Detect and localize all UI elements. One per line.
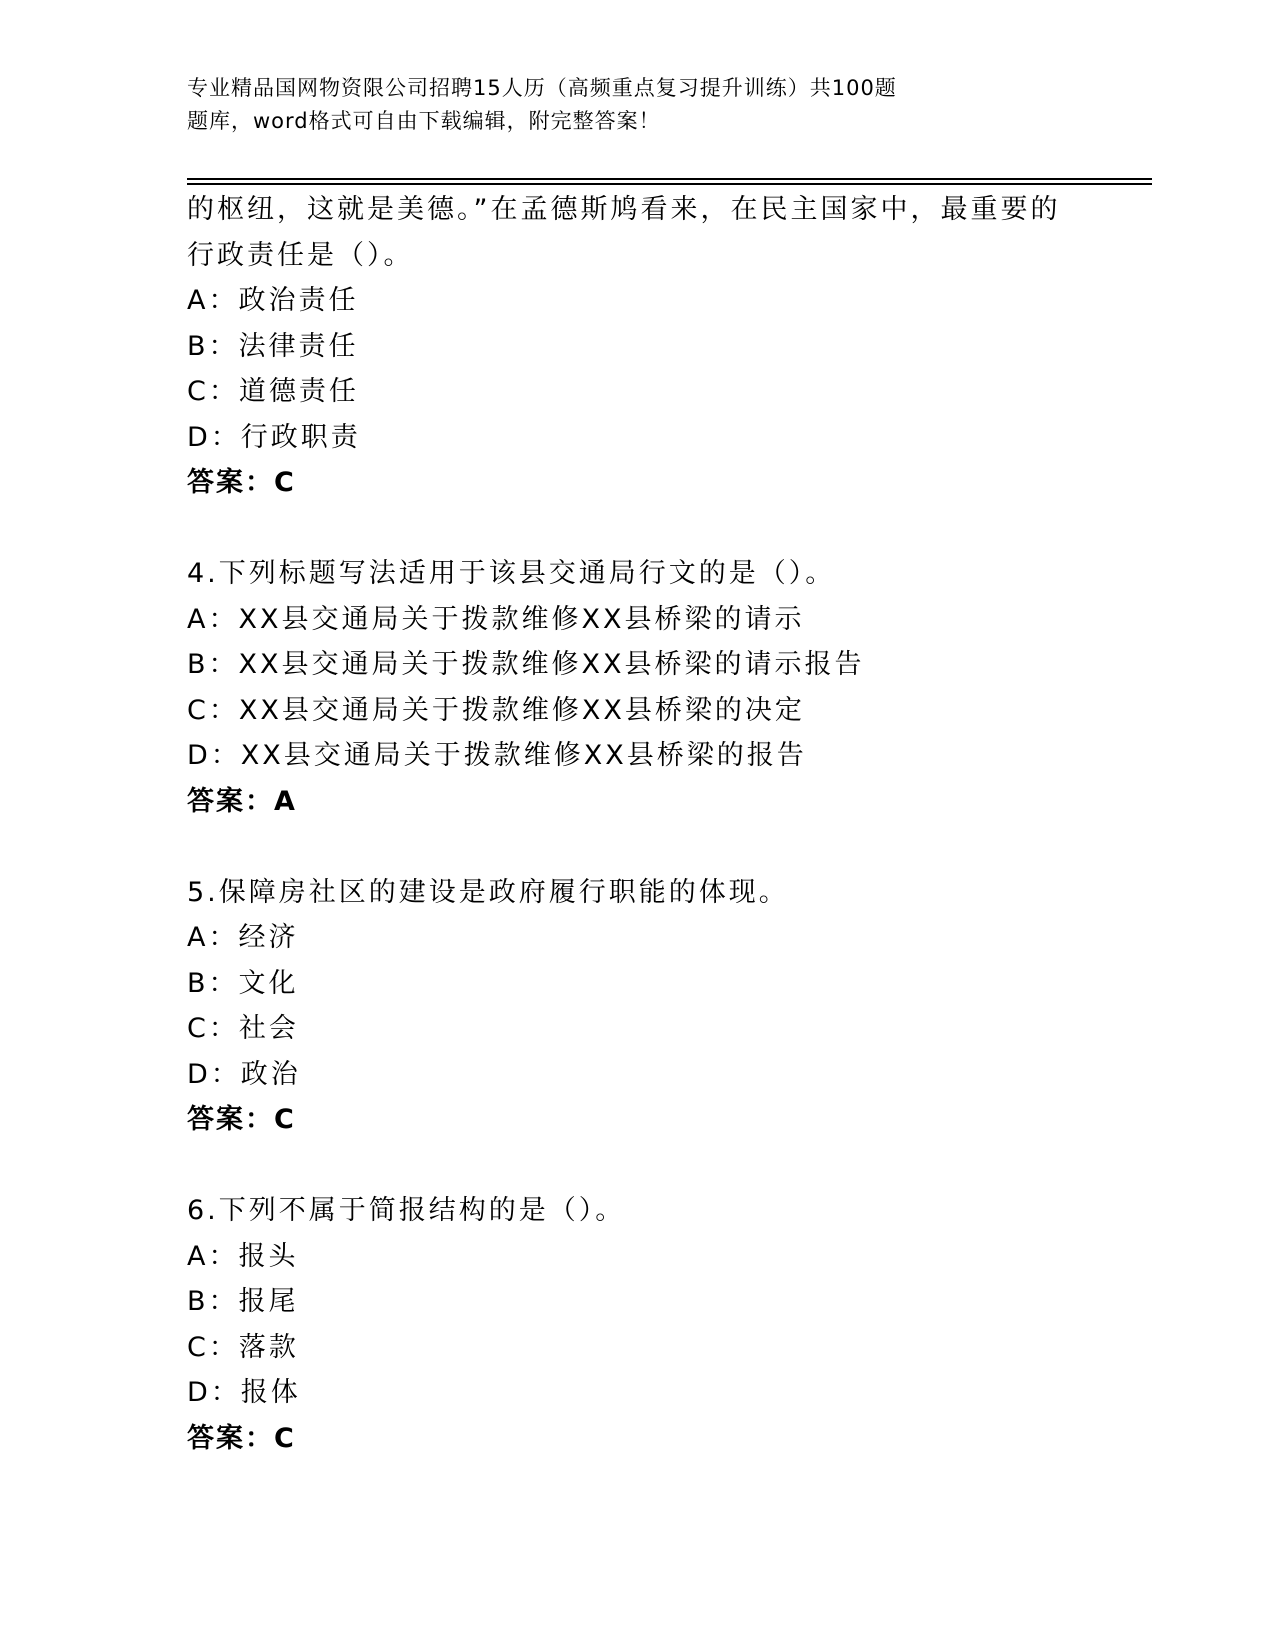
question-4-option-b: B：XX县交通局关于拨款维修XX县桥梁的请示报告: [187, 649, 865, 680]
question-3-stem-line-1: 的枢纽，这就是美德。”在孟德斯鸠看来，在民主国家中，最重要的: [187, 194, 1061, 225]
question-3-option-b: B：法律责任: [187, 330, 359, 362]
question-6-option-a: A：报头: [187, 1240, 299, 1272]
question-3-option-a: A：政治责任: [187, 285, 359, 316]
question-6-answer: 答案：C: [187, 1422, 296, 1454]
document-header: [187, 72, 1087, 138]
question-5-answer: 答案：C: [187, 1104, 296, 1135]
question-3: [187, 187, 1152, 506]
question-5-option-a: A：经济: [187, 922, 299, 953]
document-body: [187, 187, 1152, 1461]
question-spacer: [187, 1143, 1152, 1189]
header-line-2: 题库，word格式可自由下载编辑，附完整答案！: [187, 109, 661, 133]
question-5: [187, 870, 1152, 1143]
question-4-option-c: C：XX县交通局关于拨款维修XX县桥梁的决定: [187, 694, 805, 726]
question-spacer: [187, 824, 1152, 870]
question-4-option-d: D：XX县交通局关于拨款维修XX县桥梁的报告: [187, 740, 807, 771]
question-5-stem: 5.保障房社区的建设是政府履行职能的体现。: [187, 876, 789, 908]
question-4-answer: 答案：A: [187, 785, 297, 817]
question-4-option-a: A：XX县交通局关于拨款维修XX县桥梁的请示: [187, 603, 805, 635]
header-divider-top: [187, 178, 1152, 180]
question-6: [187, 1188, 1152, 1461]
question-6-option-d: D：报体: [187, 1377, 301, 1408]
question-5-option-d: D：政治: [187, 1058, 301, 1090]
question-4-stem: 4.下列标题写法适用于该县交通局行文的是（）。: [187, 558, 836, 589]
question-spacer: [187, 506, 1152, 552]
question-5-option-b: B：文化: [187, 967, 299, 999]
question-6-option-c: C：落款: [187, 1331, 299, 1363]
question-6-option-b: B：报尾: [187, 1286, 299, 1317]
header-divider-bottom: [187, 183, 1152, 185]
question-5-option-c: C：社会: [187, 1013, 299, 1044]
question-3-stem-line-2: 行政责任是（）。: [187, 239, 414, 271]
question-4: [187, 551, 1152, 824]
question-3-answer: 答案：C: [187, 467, 296, 498]
question-6-stem: 6.下列不属于简报结构的是（）。: [187, 1195, 626, 1226]
question-3-option-c: C：道德责任: [187, 376, 359, 407]
header-line-1: 专业精品国网物资限公司招聘15人历（高频重点复习提升训练）共100题: [187, 76, 897, 100]
question-3-option-d: D：行政职责: [187, 421, 361, 453]
